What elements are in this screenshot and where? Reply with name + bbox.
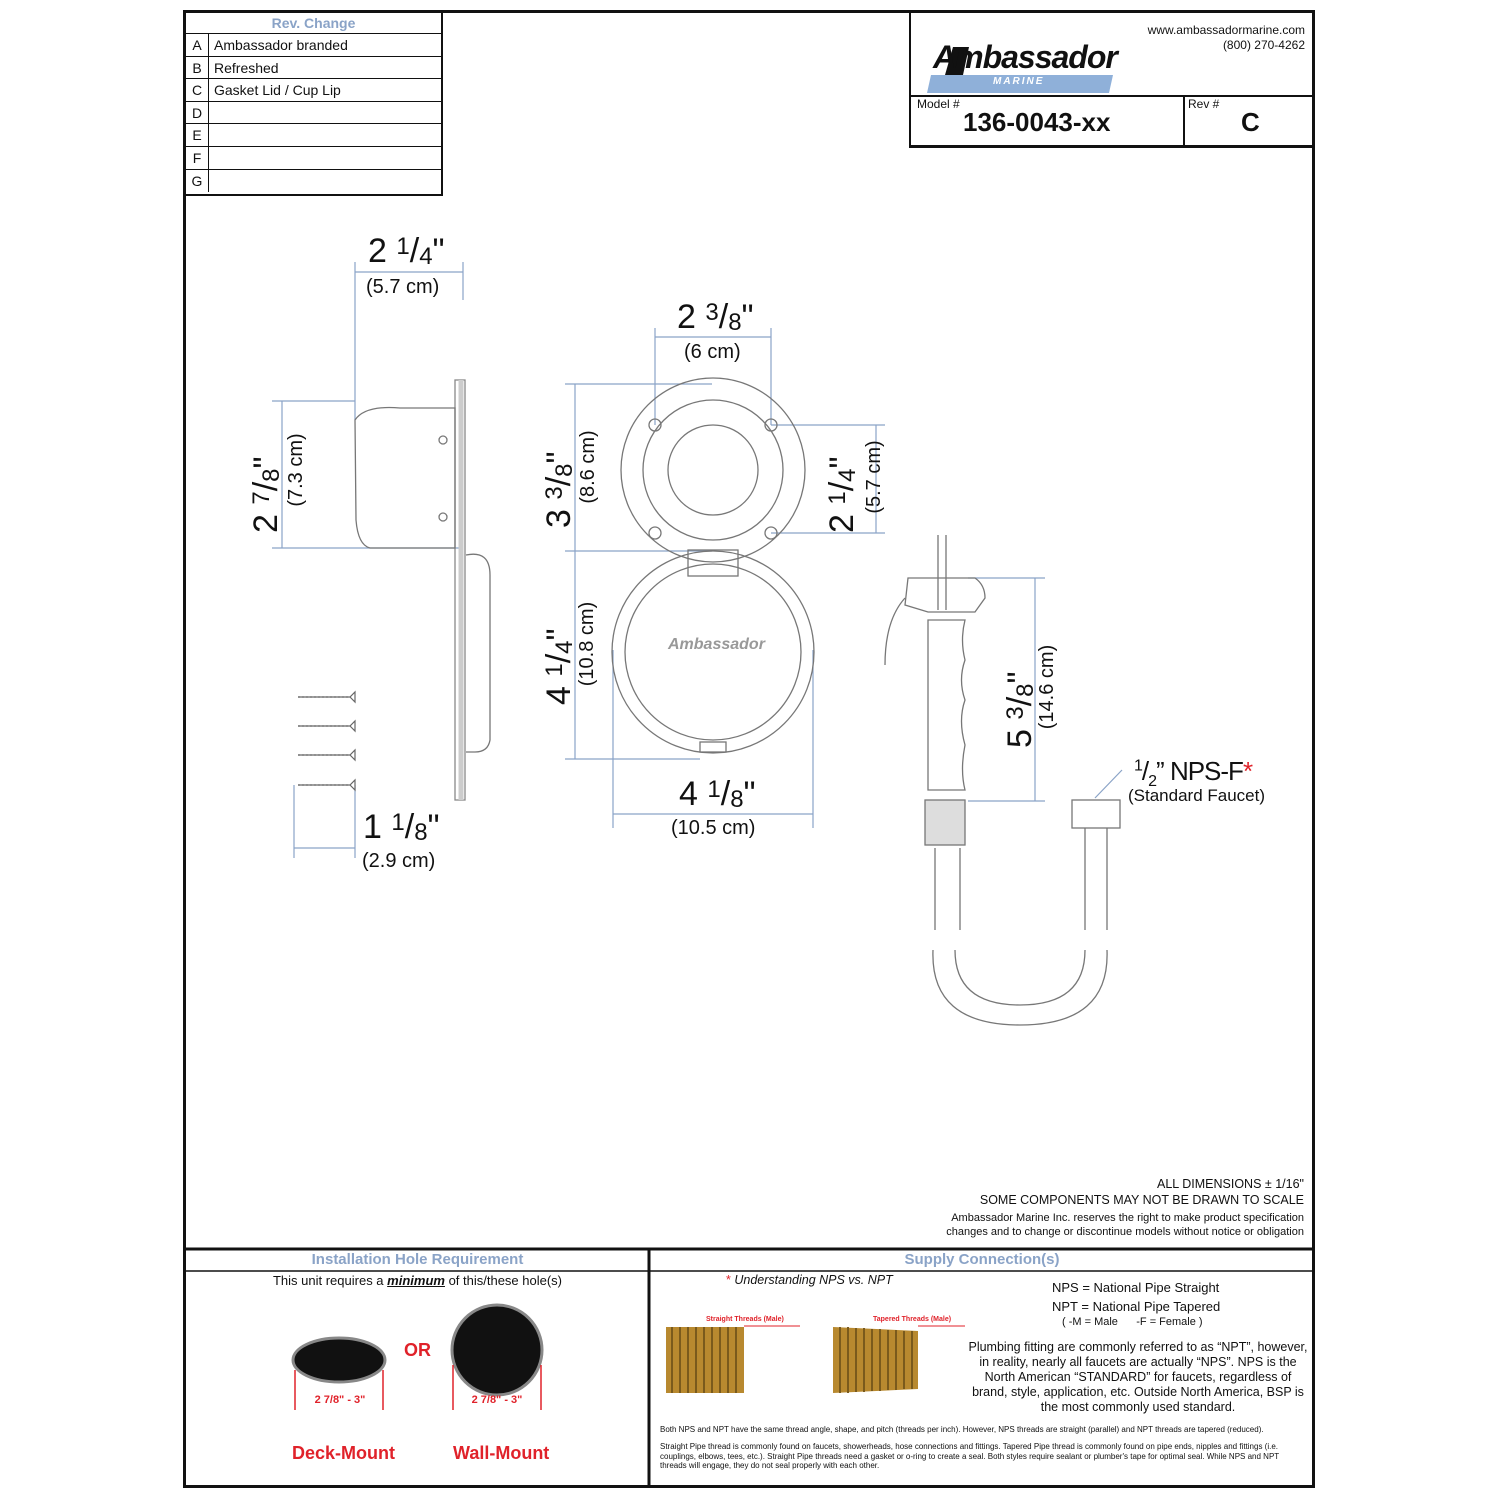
model-label: Model # (917, 97, 960, 111)
revision-text: Refreshed (214, 59, 279, 76)
dim-hole-vertical: 2 $^1/_4$" (823, 456, 861, 533)
dim-hole-vertical-cm: (5.7 cm) (863, 440, 885, 514)
dim-front-width: 4 $^1/_8$" (679, 775, 756, 813)
dim-front-width-cm: (10.5 cm) (671, 817, 756, 839)
dim-side-height-cm: (7.3 cm) (285, 433, 307, 507)
sprayer-outline (885, 535, 1120, 1025)
connector-label: $^1/_2$” NPS-F* (1134, 756, 1253, 791)
rev-label: Rev # (1188, 97, 1220, 111)
note-scale: SOME COMPONENTS MAY NOT BE DRAWN TO SCALE (979, 1193, 1304, 1207)
understanding-line: * Understanding NPS vs. NPT (726, 1273, 893, 1287)
straight-threads-label: Straight Threads (Male) (706, 1316, 784, 1323)
phone-text: (800) 270-4262 (1222, 38, 1305, 52)
nps-explanation: Plumbing fitting are commonly referred to as “NPT”, however, in reality, nearly all faucets are actually “NPS”. NPS is the North American “STANDARD” for faucets, regardless of brand, style, application, etc. Outside North America, BSP is the most commonly used standard. (968, 1340, 1308, 1414)
revision-letter: C (186, 79, 209, 101)
thread-images (666, 1326, 965, 1393)
dim-screw-length-cm: (2.9 cm) (362, 850, 436, 872)
revision-letter: A (186, 34, 209, 56)
supply-header: Supply Connection(s) (904, 1251, 1060, 1268)
side-view-outline (355, 380, 490, 800)
note-dimensions-tolerance: ALL DIMENSIONS ± 1/16" (1157, 1177, 1304, 1191)
or-text: OR (404, 1340, 431, 1360)
dim-side-height: 2 $^7/_8$" (247, 456, 285, 533)
logo-text: Ambassador (933, 39, 1117, 75)
deck-mount-label: Deck-Mount (292, 1443, 395, 1463)
connector-sublabel: (Standard Faucet) (1128, 786, 1266, 805)
note-disclaimer-2: changes and to change or discontinue models without notice or obligation (946, 1226, 1304, 1238)
note-disclaimer-1: Ambassador Marine Inc. reserves the right to make product specification (951, 1212, 1304, 1224)
dim-hole-spacing: 2 $^3/_8$" (677, 298, 754, 336)
wall-mount-label: Wall-Mount (453, 1443, 550, 1463)
revision-text: Gasket Lid / Cup Lip (214, 82, 341, 99)
installation-intro: This unit requires a minimum of this/these hole(s) (272, 1273, 563, 1288)
dim-hole-spacing-cm: (6 cm) (684, 341, 741, 363)
dim-lid-height-cm: (10.8 cm) (576, 601, 598, 687)
dim-cup-height-cm: (8.6 cm) (577, 430, 599, 504)
dim-sprayer-length: 5 $^3/_8$" (1001, 671, 1039, 748)
thread-note-2: Straight Pipe thread is commonly found on faucets, showerheads, hose connections and fittings. Tapered Pipe thread is commonly found on pipe ends, nipples and fittings (i.e. couplings, elbows, tees, etc.). Straight Pipe threads need a gasket or o-ring to create a seal. Both styles require sealant or plumber's tape for optimal seal. While NPS and NPT threads will engage, they do not seal properly with each other. (660, 1442, 1280, 1470)
screws (298, 692, 355, 790)
revision-letter: G (186, 170, 209, 193)
dim-lid-height: 4 $^1/_4$" (540, 628, 578, 705)
revision-letter: D (186, 102, 209, 124)
installation-header: Installation Hole Requirement (311, 1251, 524, 1268)
thread-note-1: Both NPS and NPT have the same thread angle, shape, and pitch (threads per inch). However, NPS threads are straight (parallel) and NPT threads are tapered (reduced). (660, 1425, 1264, 1434)
dim-side-width: 2 $^1/_4$" (368, 232, 445, 270)
nps-definition: NPS = National Pipe Straight (1052, 1280, 1220, 1295)
revision-letter: E (186, 124, 209, 146)
wall-hole-size: 2 7/8" - 3" (471, 1394, 523, 1406)
male-female-note: ( -M = Male -F = Female ) (1062, 1316, 1203, 1328)
dim-cup-height: 3 $^3/_8$" (540, 451, 578, 528)
revision-letter: F (186, 147, 209, 169)
website-text[interactable]: www.ambassadormarine.com (1147, 23, 1305, 37)
revision-table-header: Rev. Change (186, 13, 441, 34)
model-number: 136-0043-xx (963, 107, 1111, 137)
rev-number: C (1241, 107, 1260, 137)
dim-side-width-cm: (5.7 cm) (366, 276, 440, 298)
revision-letter: B (186, 57, 209, 79)
deck-hole-size: 2 7/8" - 3" (314, 1394, 366, 1406)
front-logo-text: Ambassador (668, 636, 765, 653)
dim-sprayer-length-cm: (14.6 cm) (1036, 644, 1058, 730)
tapered-threads-label: Tapered Threads (Male) (873, 1316, 952, 1323)
front-view-outline (612, 378, 814, 753)
npt-definition: NPT = National Pipe Tapered (1052, 1299, 1221, 1314)
revision-text: Ambassador branded (214, 37, 348, 53)
logo-subtext: MARINE (993, 76, 1045, 87)
dim-screw-length: 1 $^1/_8$" (363, 808, 440, 846)
